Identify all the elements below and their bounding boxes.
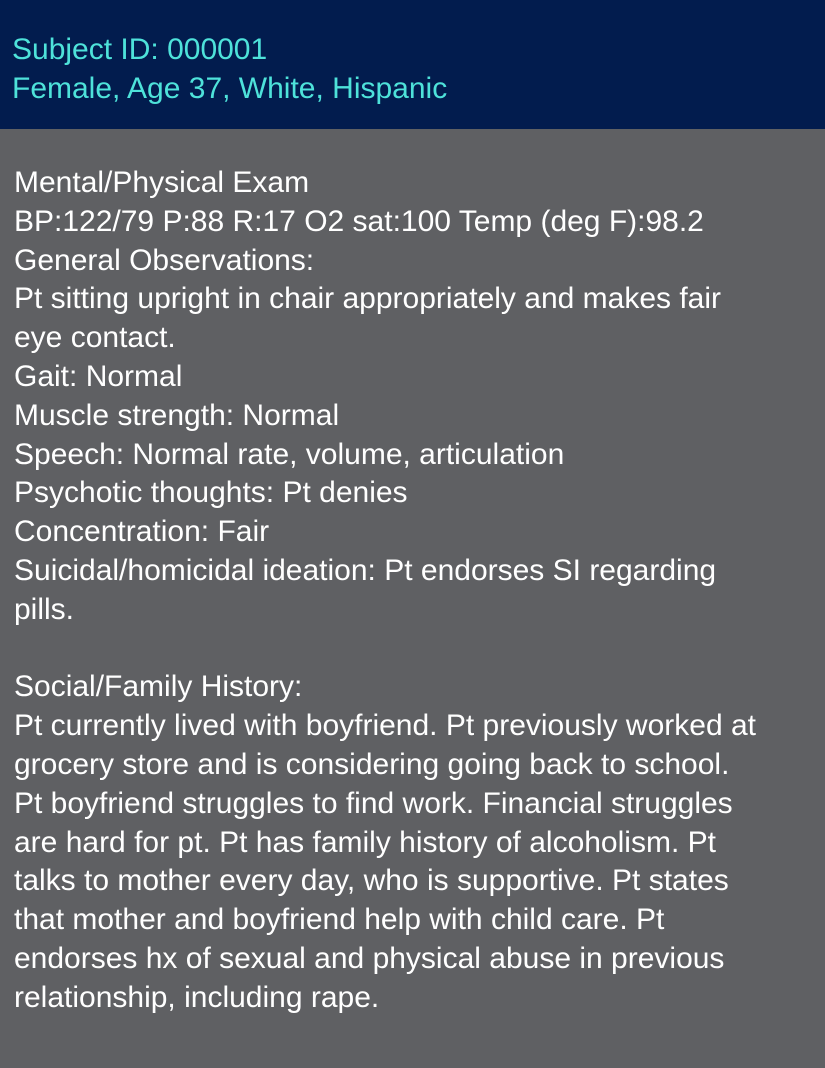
history-line: grocery store and is considering going back to school.: [14, 747, 730, 781]
exam-title: Mental/Physical Exam: [14, 166, 310, 199]
speech: Speech: Normal rate, volume, articulation: [14, 437, 565, 471]
general-observations-text-cont: eye contact.: [14, 321, 176, 355]
ideation: Suicidal/homicidal ideation: Pt endorses SI regarding: [14, 553, 717, 587]
history-line: are hard for pt. Pt has family history of alcoholism. Pt: [14, 825, 716, 859]
history-line: relationship, including rape.: [14, 980, 380, 1014]
subject-demographics: Female, Age 37, White, Hispanic: [12, 72, 448, 105]
ideation-cont: pills.: [14, 592, 75, 626]
concentration: Concentration: Fair: [14, 515, 270, 549]
gait: Gait: Normal: [14, 359, 183, 393]
psychotic-thoughts: Psychotic thoughts: Pt denies: [14, 476, 408, 510]
vitals: BP:122/79 P:88 R:17 O2 sat:100 Temp (deg F):98.2: [14, 204, 704, 238]
history-line: Pt boyfriend struggles to find work. Financial struggles: [14, 786, 733, 820]
section-spacer: [14, 630, 825, 669]
history-line: Pt currently lived with boyfriend. Pt previously worked at: [14, 709, 756, 743]
history-line: endorses hx of sexual and physical abuse in previous: [14, 941, 725, 975]
general-observations-text: Pt sitting upright in chair appropriately and makes fair: [14, 282, 722, 316]
history-line: that mother and boyfriend help with child care. Pt: [14, 903, 665, 937]
muscle-strength: Muscle strength: Normal: [14, 398, 340, 432]
history-title: Social/Family History:: [14, 670, 303, 704]
general-observations-label: General Observations:: [14, 243, 315, 277]
subject-id: Subject ID: 000001: [12, 33, 268, 66]
history-line: talks to mother every day, who is supportive. Pt states: [14, 864, 729, 898]
